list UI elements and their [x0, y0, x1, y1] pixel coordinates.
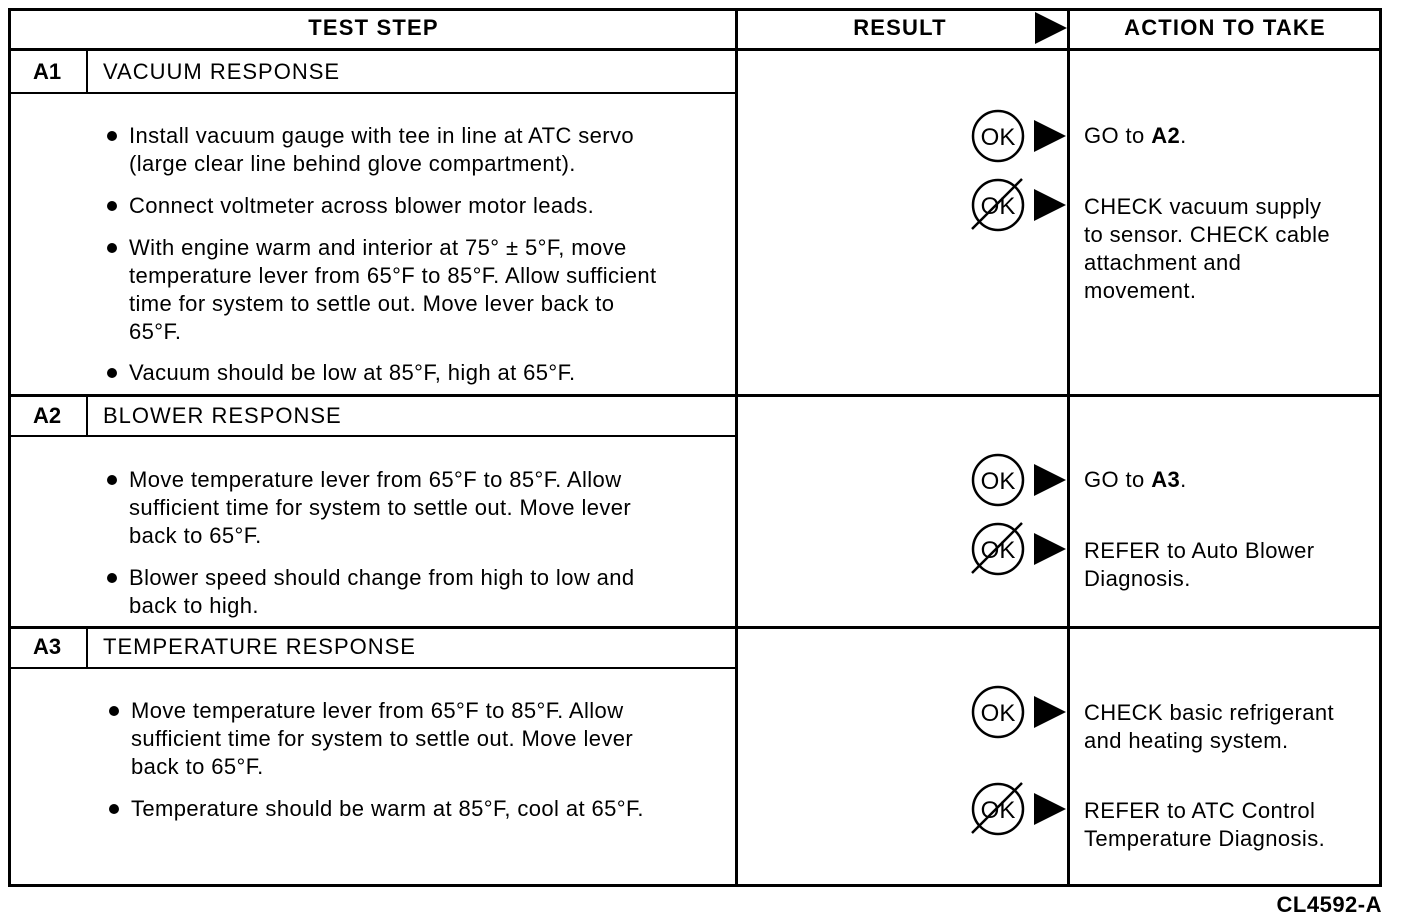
a1-not-ok-action-line-3: attachment and	[1084, 250, 1242, 275]
header-arrow-icon	[1033, 10, 1069, 46]
a3-bullet-1-line-3: back to 65°F.	[131, 754, 264, 779]
a1-bullet-1	[129, 122, 634, 178]
figure-code: CL4592-A	[1276, 892, 1382, 917]
row-divider-a2-a3	[8, 626, 1382, 629]
step-title-a1: VACUUM RESPONSE	[103, 59, 341, 84]
a1-bullet-3-line-2: temperature lever from 65°F to 85°F. Allow sufficient	[129, 263, 657, 288]
a1-not-ok-action-line-1: CHECK vacuum supply	[1084, 194, 1322, 219]
a2-bullet-2-line-1: Blower speed should change from high to low and	[129, 565, 635, 590]
a1-bullet-3-line-1: With engine warm and interior at 75° ± 5°F, move	[129, 235, 627, 260]
a2-bullet-1-line-3: back to 65°F.	[129, 523, 262, 548]
a1-ok-label: OK	[980, 124, 1016, 151]
a3-bullet-1-line-1: Move temperature lever from 65°F to 85°F. Allow	[131, 698, 624, 723]
a1-bullet-1-line-2: (large clear line behind glove compartment).	[129, 151, 576, 176]
a1-bullet-2-line-1: Connect voltmeter across blower motor leads.	[129, 193, 595, 218]
a3-id-divider	[86, 629, 88, 667]
a1-id-divider	[86, 51, 88, 92]
a1-bullet-3-line-4: 65°F.	[129, 319, 182, 344]
a2-ok-action	[1084, 466, 1187, 494]
a3-title-underline	[8, 667, 736, 669]
a2-title-underline	[8, 435, 736, 437]
a3-bullet-2	[131, 795, 644, 823]
a1-bullet-2	[129, 192, 594, 220]
step-id-a1: A1	[32, 59, 62, 84]
a2-ok-action-target: A3	[1151, 467, 1181, 492]
a1-bullet-4	[129, 359, 576, 387]
a1-not-ok-action	[1084, 193, 1330, 305]
a1-not-ok-action-line-4: movement.	[1084, 278, 1197, 303]
a2-bullet-2	[129, 564, 635, 620]
a2-not-ok-action-line-2: Diagnosis.	[1084, 566, 1191, 591]
a3-not-ok-result-icon	[966, 781, 1076, 837]
a2-not-ok-action	[1084, 537, 1315, 593]
a1-title-underline	[8, 92, 736, 94]
a2-ok-result-icon	[966, 452, 1076, 508]
a1-bullet-3-line-3: time for system to settle out. Move lever back to	[129, 291, 615, 316]
a1-not-ok-result-icon	[966, 177, 1076, 233]
a2-ok-label: OK	[980, 468, 1016, 495]
a3-not-ok-action-line-2: Temperature Diagnosis.	[1084, 826, 1326, 851]
step-title-a2: BLOWER RESPONSE	[103, 403, 342, 428]
a1-ok-action-suffix: .	[1180, 123, 1187, 148]
header-result: RESULT	[853, 15, 947, 40]
header-action: ACTION TO TAKE	[1124, 15, 1326, 40]
a2-ok-action-suffix: .	[1180, 467, 1187, 492]
a3-ok-action	[1084, 699, 1334, 755]
a3-ok-result-icon	[966, 684, 1076, 740]
a2-bullet-1-line-2: sufficient time for system to settle out. Move lever	[129, 495, 632, 520]
a1-ok-action-prefix: GO to	[1084, 123, 1152, 148]
a1-not-ok-action-line-2: to sensor. CHECK cable	[1084, 222, 1331, 247]
a3-ok-label: OK	[980, 700, 1016, 727]
a3-bullet-2-line-1: Temperature should be warm at 85°F, cool at 65°F.	[131, 796, 644, 821]
step-id-a3: A3	[32, 634, 62, 659]
row-divider-a1-a2	[8, 394, 1382, 397]
a3-ok-action-line-2: and heating system.	[1084, 728, 1289, 753]
a3-bullet-1	[131, 697, 633, 781]
a2-ok-action-prefix: GO to	[1084, 467, 1152, 492]
a2-bullet-1	[129, 466, 631, 550]
a1-ok-action-target: A2	[1151, 123, 1181, 148]
a3-not-ok-label: OK	[980, 797, 1016, 824]
a2-bullet-2-line-2: back to high.	[129, 593, 259, 618]
col-divider-1	[735, 8, 738, 887]
a1-ok-result-icon	[966, 108, 1076, 164]
a3-not-ok-action	[1084, 797, 1325, 853]
a1-bullet-3	[129, 234, 657, 346]
a1-bullet-4-line-1: Vacuum should be low at 85°F, high at 65°F.	[129, 360, 576, 385]
a1-ok-action	[1084, 122, 1187, 150]
a1-not-ok-label: OK	[980, 193, 1016, 220]
a3-bullet-1-line-2: sufficient time for system to settle out. Move lever	[131, 726, 634, 751]
a1-bullet-1-line-1: Install vacuum gauge with tee in line at ATC servo	[129, 123, 635, 148]
step-id-a2: A2	[32, 403, 62, 428]
a2-not-ok-action-line-1: REFER to Auto Blower	[1084, 538, 1315, 563]
a2-not-ok-result-icon	[966, 521, 1076, 577]
a2-not-ok-label: OK	[980, 537, 1016, 564]
step-title-a3: TEMPERATURE RESPONSE	[103, 634, 416, 659]
a3-not-ok-action-line-1: REFER to ATC Control	[1084, 798, 1316, 823]
a3-ok-action-line-1: CHECK basic refrigerant	[1084, 700, 1335, 725]
header-divider	[8, 48, 1382, 51]
a2-id-divider	[86, 397, 88, 435]
header-test-step: TEST STEP	[308, 15, 439, 40]
a2-bullet-1-line-1: Move temperature lever from 65°F to 85°F. Allow	[129, 467, 622, 492]
